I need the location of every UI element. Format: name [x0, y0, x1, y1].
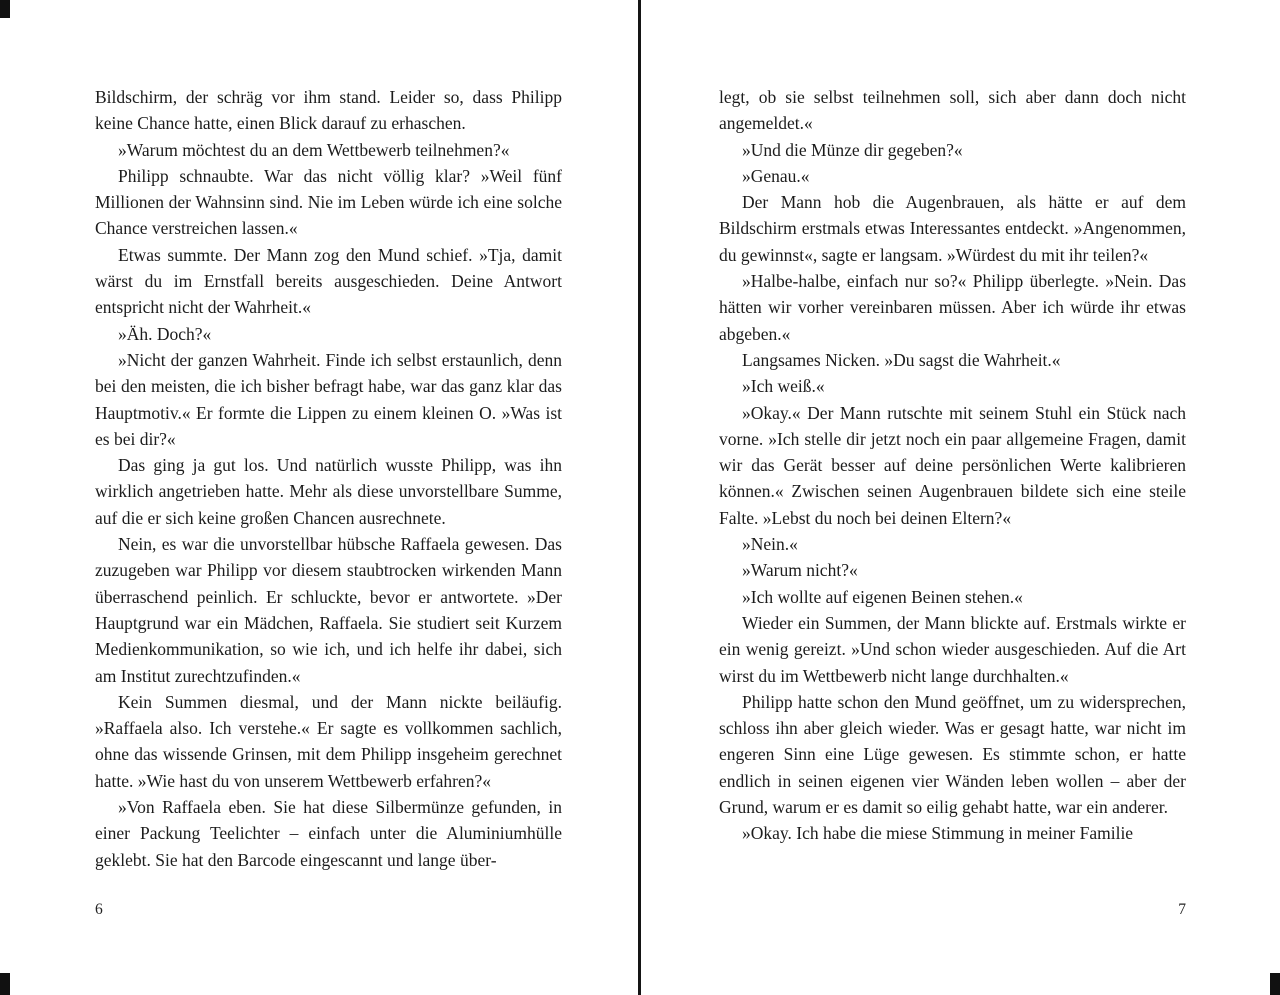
scan-artifact-bottom-right [1270, 973, 1280, 995]
paragraph: »Ich wollte auf eigenen Beinen stehen.« [742, 586, 1023, 607]
paragraph: »Halbe-halbe, einfach nur so?« Philipp überlegte. »Nein. Das hätten wir vorher vereinbaren müssen. Aber ich würde ihr etwas abgeben.« [719, 271, 1186, 344]
paragraph: Kein Summen diesmal, und der Mann nickte beiläufig. »Raffaela also. Ich verstehe.« Er sagte es vollkommen sachlich, ohne das wissende Grinsen, mit dem Philipp insgeheim gerechnet hatte. »Wie hast du von unserem Wettbewerb erfahren?« [95, 691, 562, 791]
right-page-text [719, 84, 1186, 847]
paragraph: Wieder ein Summen, der Mann blickte auf. Erstmals wirkte er ein wenig gereizt. »Und schon wieder ausgeschieden. Auf die Art wirst du im Wettbewerb nicht lange durchhalten.« [719, 612, 1186, 686]
scan-artifact-bottom-left [0, 973, 10, 995]
paragraph: »Und die Münze dir gegeben?« [742, 139, 963, 160]
paragraph: »Äh. Doch?« [118, 323, 212, 344]
scan-artifact-top-left [0, 0, 10, 18]
left-page-text [95, 84, 562, 873]
paragraph: Etwas summte. Der Mann zog den Mund schief. »Tja, damit wärst du im Ernstfall bereits ausgeschieden. Deine Antwort entspricht nicht der Wahrheit.« [95, 244, 562, 318]
paragraph: »Warum nicht?« [742, 560, 858, 581]
paragraph: »Ich weiß.« [742, 376, 825, 397]
paragraph: Philipp hatte schon den Mund geöffnet, um zu widersprechen, schloss ihn aber gleich wieder. Was er gesagt hatte, war nicht im engeren Sinn eine Lüge gewesen. Es stimmte schon, er hatte endlich in seinen eigenen vier Wänden leben wollen – aber der Grund, warum er es damit so eilig gehabt hatte, war ein anderer. [719, 691, 1186, 818]
paragraph: Bildschirm, der schräg vor ihm stand. Leider so, dass Philipp keine Chance hatte, einen Blick darauf zu erhaschen. [95, 87, 562, 134]
page-divider [638, 0, 641, 995]
paragraph: »Warum möchtest du an dem Wettbewerb teilnehmen?« [118, 139, 510, 160]
paragraph: legt, ob sie selbst teilnehmen soll, sich aber dann doch nicht angemeldet.« [719, 87, 1186, 134]
paragraph: Nein, es war die unvorstellbar hübsche Raffaela gewesen. Das zuzugeben war Philipp vor diesem staubtrocken wirkenden Mann überraschend peinlich. Er schluckte, bevor er antwortete. »Der Hauptgrund war ein Mädchen, Raffaela. Sie studiert seit Kurzem Medienkommunikation, so wie ich, und ich helfe ihr dabei, sich am Institut zurechtzufinden.« [95, 534, 562, 686]
paragraph: »Okay.« Der Mann rutschte mit seinem Stuhl ein Stück nach vorne. »Ich stelle dir jetzt noch ein paar allgemeine Fragen, damit wir das Gerät besser auf deine persönlichen Werte kalibrieren können.« Zwischen seinen Augenbrauen bildete sich eine steile Falte. »Lebst du noch bei deinen Eltern?« [719, 402, 1186, 528]
paragraph: »Von Raffaela eben. Sie hat diese Silbermünze gefunden, in einer Packung Teelichter – einfach unter die Aluminiumhülle geklebt. Sie hat den Barcode eingescannt und lange über- [95, 797, 562, 870]
left-page-number: 6 [95, 901, 103, 918]
paragraph: Philipp schnaubte. War das nicht völlig klar? »Weil fünf Millionen der Wahnsinn sind. Nie im Leben würde ich eine solche Chance verstreichen lassen.« [95, 165, 562, 239]
paragraph: Langsames Nicken. »Du sagst die Wahrheit.« [742, 349, 1061, 370]
paragraph: »Nicht der ganzen Wahrheit. Finde ich selbst erstaunlich, denn bei den meisten, die ich bisher befragt habe, war das ganz klar das Hauptmotiv.« Er formte die Lippen zu einem kleinen O. »Was ist es bei dir?« [95, 349, 562, 449]
paragraph: »Nein.« [742, 534, 798, 555]
paragraph: »Genau.« [742, 165, 810, 186]
paragraph: Das ging ja gut los. Und natürlich wusste Philipp, was ihn wirklich angetrieben hatte. Mehr als diese unvorstellbare Summe, auf die er sich keine großen Chancen ausrechnete. [95, 455, 562, 528]
right-page-number: 7 [1178, 901, 1186, 918]
paragraph: Der Mann hob die Augenbrauen, als hätte er auf dem Bildschirm erstmals etwas Interessantes entdeckt. »Angenommen, du gewinnst«, sagte er langsam. »Würdest du mit ihr teilen?« [719, 192, 1186, 265]
paragraph: »Okay. Ich habe die miese Stimmung in meiner Familie [742, 823, 1134, 844]
